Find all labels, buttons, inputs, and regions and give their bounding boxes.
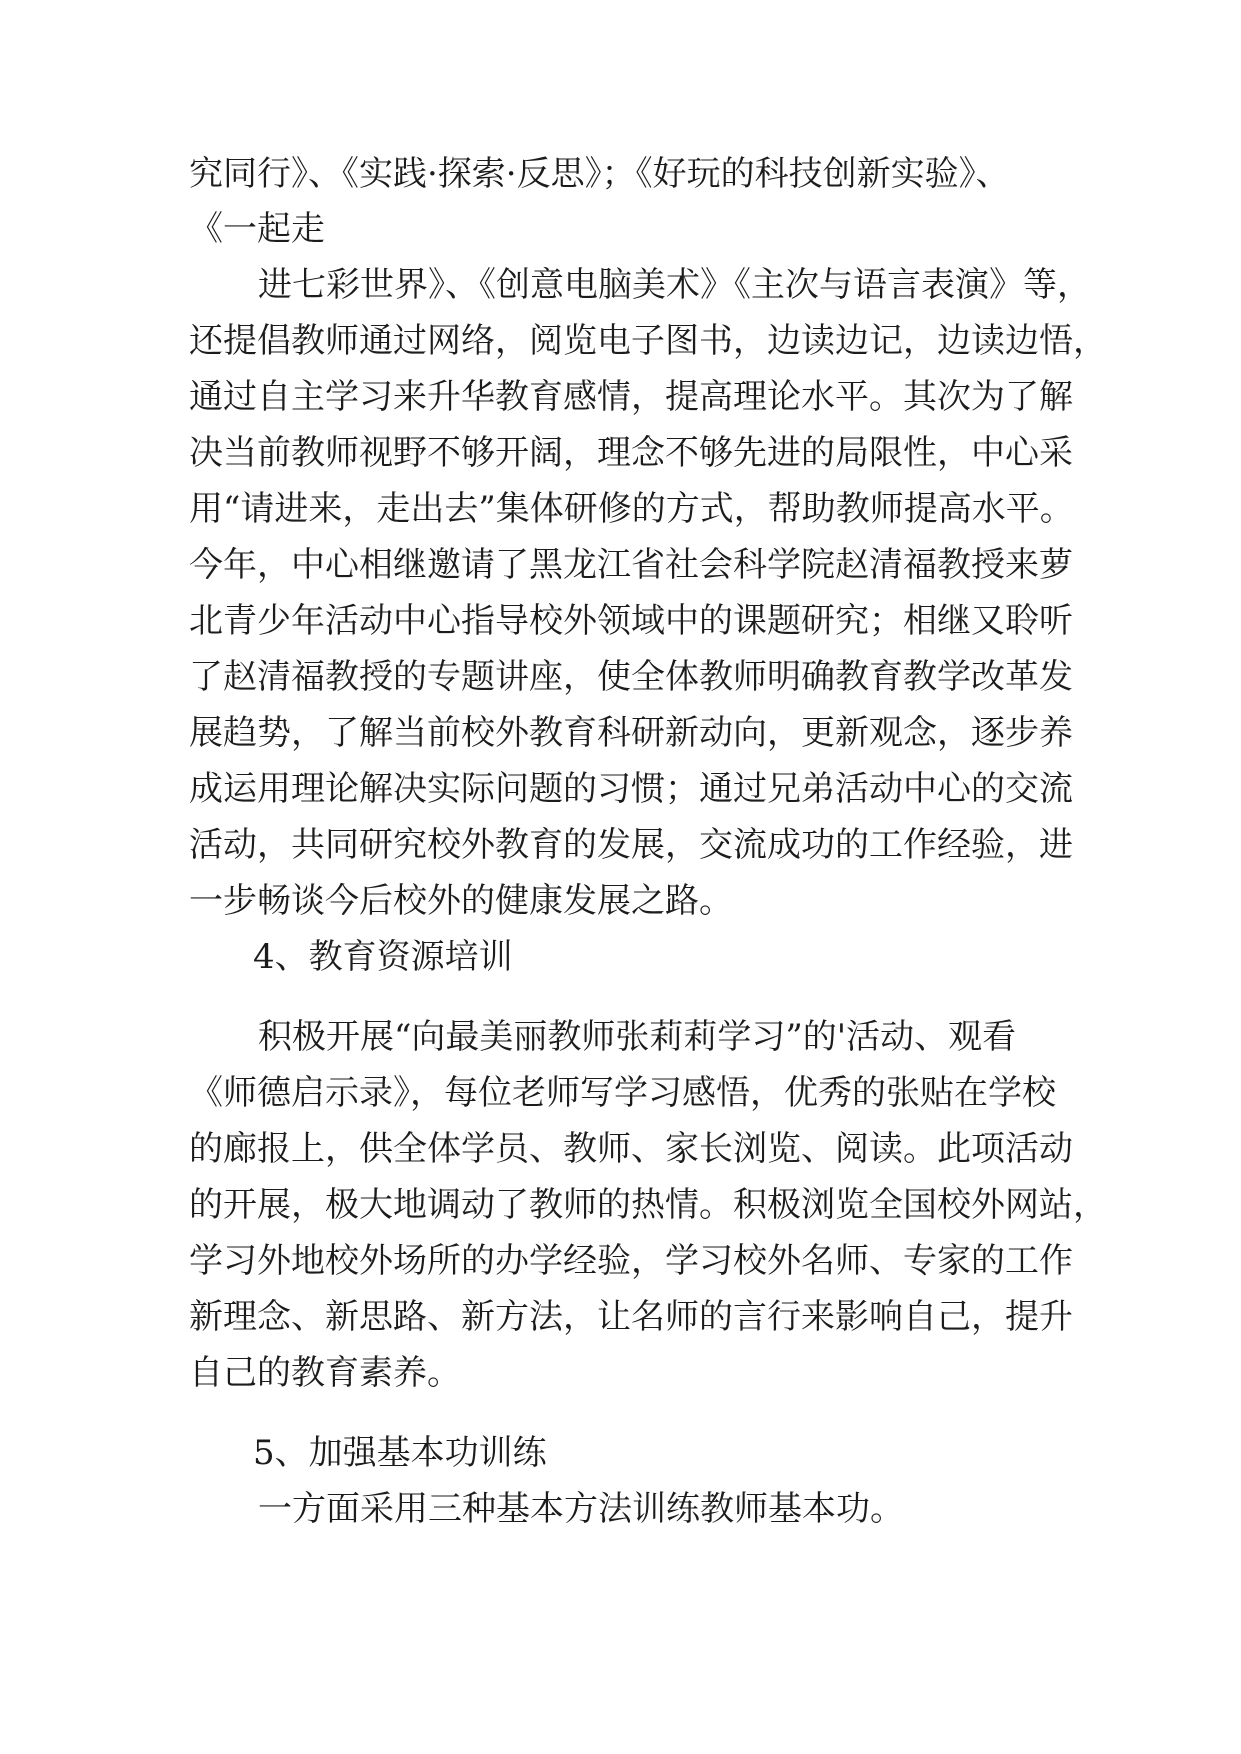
text-line: 究同行》、《实践·探索·反思》；《好玩的科技创新实验》、 [189, 154, 1010, 194]
text-line: 的廊报上，供全体学员、教师、家长浏览、阅读。此项活动 [189, 1129, 1073, 1169]
text-line: 活动，共同研究校外教育的发展，交流成功的工作经验，进 [189, 825, 1073, 865]
text-line: 北青少年活动中心指导校外领域中的课题研究；相继又聆听 [189, 601, 1073, 641]
text-line: 展趋势，了解当前校外教育科研新动向，更新观念，逐步养 [189, 713, 1073, 753]
section-heading: 5、加强基本功训练 [253, 1433, 547, 1473]
text-line: 还提倡教师通过网络，阅览电子图书，边读边记，边读边悟， [189, 321, 1107, 361]
text-line: 学习外地校外场所的办学经验，学习校外名师、专家的工作 [189, 1241, 1073, 1281]
text-line: 用“请进来，走出去”集体研修的方式，帮助教师提高水平。 [189, 489, 1074, 529]
text-line: 今年，中心相继邀请了黑龙江省社会科学院赵清福教授来萝 [189, 545, 1073, 585]
text-line: 决当前教师视野不够开阔，理念不够先进的局限性，中心采 [189, 433, 1073, 473]
text-line: 成运用理论解决实际问题的习惯；通过兄弟活动中心的交流 [189, 769, 1073, 809]
text-line: 一步畅谈今后校外的健康发展之路。 [189, 881, 733, 921]
section-heading: 4、教育资源培训 [253, 937, 513, 977]
text-line: 的开展，极大地调动了教师的热情。积极浏览全国校外网站， [189, 1185, 1107, 1225]
text-line: 一方面采用三种基本方法训练教师基本功。 [258, 1489, 904, 1529]
text-line: 《师德启示录》，每位老师写学习感悟，优秀的张贴在学校 [189, 1073, 1056, 1113]
text-line: 进七彩世界》、《创意电脑美术》《主次与语言表演》等， [258, 265, 1091, 305]
text-line: 新理念、新思路、新方法，让名师的言行来影响自己，提升 [189, 1297, 1073, 1337]
text-line: 积极开展“向最美丽教师张莉莉学习”的'活动、观看 [258, 1017, 1017, 1057]
text-line: 《一起走 [189, 209, 325, 249]
text-line: 自己的教育素养。 [189, 1353, 461, 1393]
text-line: 通过自主学习来升华教育感情，提高理论水平。其次为了解 [189, 377, 1073, 417]
text-line: 了赵清福教授的专题讲座，使全体教师明确教育教学改革发 [189, 657, 1073, 697]
